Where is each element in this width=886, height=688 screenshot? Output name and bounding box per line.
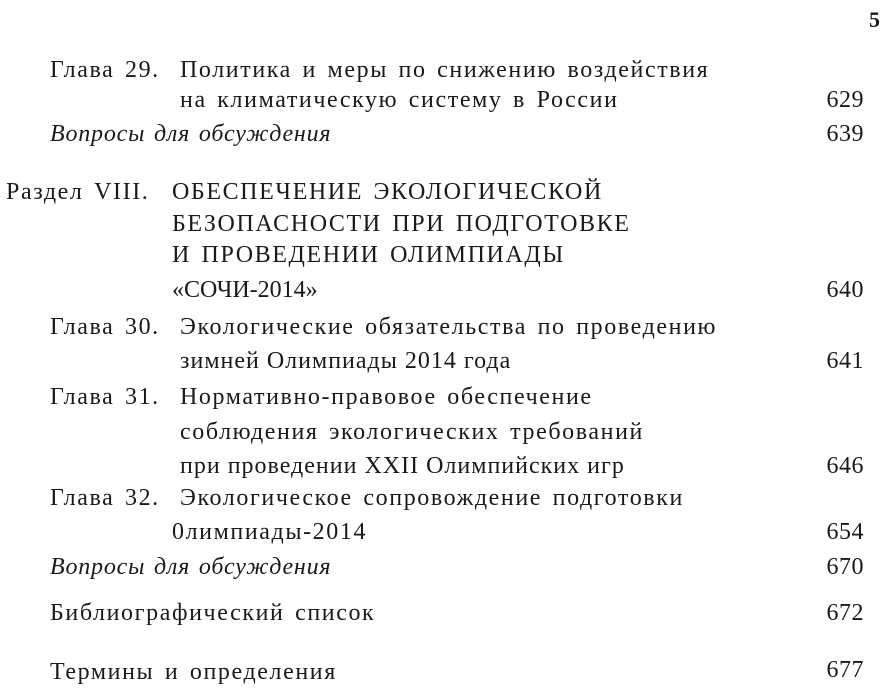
page-ref: 654: [826, 519, 864, 545]
chapter-title-line: Экологическое сопровождение подготовки: [180, 485, 684, 511]
section-title-line: ОБЕСПЕЧЕНИЕ ЭКОЛОГИЧЕСКОЙ: [172, 179, 603, 205]
page-number: 5: [869, 7, 880, 32]
chapter-title-line: 0лимпиады-2014: [172, 519, 368, 545]
entry-title: Библиографический список: [50, 600, 376, 626]
chapter-label: Глава 29.: [50, 57, 160, 83]
entry-title: Термины и определения: [50, 659, 337, 685]
entry-title: Вопросы для обсуждения: [50, 121, 332, 147]
page-ref: 640: [826, 277, 864, 303]
chapter-title-line: Экологические обязательства по проведению: [180, 314, 718, 340]
section-title-line: «СОЧИ-2014»: [172, 277, 318, 303]
page-ref: 670: [826, 554, 864, 580]
chapter-label: Глава 30.: [50, 314, 160, 340]
chapter-title-line: Нормативно-правовое обеспечение: [180, 384, 593, 410]
chapter-title-line: соблюдения экологических требований: [180, 419, 644, 445]
page-ref: 677: [826, 657, 864, 683]
entry-title: Вопросы для обсуждения: [50, 554, 332, 580]
page-ref: 672: [826, 600, 864, 626]
page-ref: 629: [826, 87, 864, 113]
chapter-title-line: на климатическую систему в России: [180, 87, 619, 113]
section-title-line: И ПРОВЕДЕНИИ ОЛИМПИАДЫ: [172, 242, 565, 268]
chapter-title-line: при проведении XXII Олимпийских игр: [180, 453, 625, 479]
section-title-line: БЕЗОПАСНОСТИ ПРИ ПОДГОТОВКЕ: [172, 211, 631, 237]
page-ref: 641: [826, 348, 864, 374]
page-ref: 646: [826, 453, 864, 479]
chapter-title-line: зимней Олимпиады 2014 года: [180, 348, 512, 374]
section-label: Раздел VIII.: [6, 179, 150, 205]
chapter-title-line: Политика и меры по снижению воздействия: [180, 57, 710, 83]
chapter-label: Глава 31.: [50, 384, 160, 410]
chapter-label: Глава 32.: [50, 485, 160, 511]
page-ref: 639: [826, 121, 864, 147]
